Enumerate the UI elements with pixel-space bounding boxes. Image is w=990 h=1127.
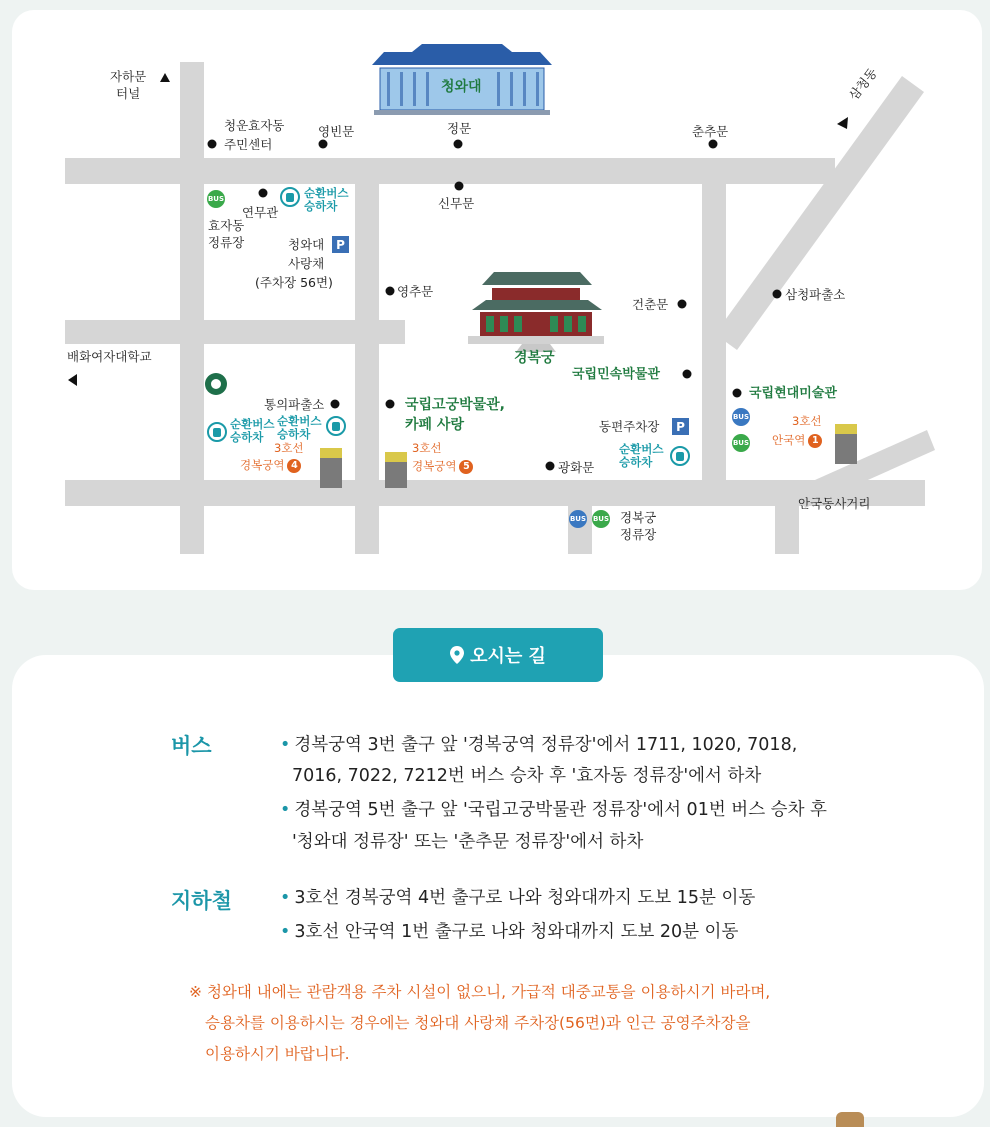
parking-icon: P — [672, 418, 689, 435]
label-station-line: 3호선 — [274, 441, 304, 455]
label-gyeongbokgung: 경복궁 — [514, 350, 555, 366]
road-mid-left — [65, 320, 405, 344]
bus-stop-icon: BUS — [569, 510, 587, 528]
parking-notice-line: 승용차를 이용하시는 경우에는 청와대 사랑채 주차장(56면)과 인근 공영주차장을 — [205, 1014, 751, 1032]
label-station-line: 3호선 — [412, 441, 442, 455]
label-tongui-police: 통의파출소 — [264, 397, 325, 412]
label-baehwa: 배화여자대학교 — [67, 349, 152, 364]
parking-notice-line: ※ 청와대 내에는 관람객용 주차 시설이 없으니, 가급적 대중교통을 이용하시기 바라며, — [189, 983, 771, 1001]
label-dongpyeon-parking: 동편주차장 — [599, 419, 660, 434]
label-yeongchumun: 영추문 — [397, 284, 434, 299]
label-shuttle: 순환버스 승하차 — [230, 417, 275, 444]
exit-number-icon: 4 — [287, 459, 301, 473]
tunnel-arrow-icon — [160, 73, 170, 82]
bus-line: '청와대 정류장' 또는 '춘추문 정류장'에서 하차 — [292, 832, 644, 852]
label-sarangchae-line2: 사랑채 — [288, 256, 325, 271]
label-tunnel: 자하문 터널 — [110, 69, 147, 101]
label-cheongwadae: 청와대 — [441, 79, 482, 95]
parking-icon: P — [332, 236, 349, 253]
label-geonchunmun: 건춘문 — [632, 297, 669, 312]
directions-header-label: 오시는 길 — [470, 646, 546, 667]
label-samcheong-police: 삼청파출소 — [785, 287, 846, 302]
label-gyeongbokgung-station-exit5: 경복궁역 5 — [412, 459, 473, 474]
exit-number-icon: 5 — [459, 460, 473, 474]
gyeongbokgung-building — [468, 272, 604, 352]
label-station-line: 3호선 — [792, 414, 822, 428]
bus-stop-icon: BUS — [207, 190, 225, 208]
location-pin-icon — [450, 646, 464, 664]
corner-decoration — [836, 1112, 864, 1127]
label-shuttle: 순환버스 승하차 — [619, 442, 664, 469]
road-v2 — [355, 170, 379, 554]
subway-section-title: 지하철 — [171, 889, 232, 913]
parking-notice-line: 이용하시기 바랍니다. — [205, 1045, 350, 1063]
road-diagonal-samcheong — [715, 76, 924, 350]
bus-stop-icon: BUS — [592, 510, 610, 528]
shuttle-bus-icon — [670, 446, 690, 466]
label-sarangchae-line1: 청와대 — [288, 237, 325, 252]
label-gwanghwamun: 광화문 — [558, 460, 595, 475]
label-shuttle: 순환버스 승하차 — [277, 414, 322, 441]
label-jeongmun: 정문 — [447, 121, 472, 136]
subway-line: • 3호선 안국역 1번 출구로 나와 청와대까지 도보 20분 이동 — [280, 922, 739, 942]
directions-header — [393, 628, 603, 682]
exit-number-icon: 1 — [808, 434, 822, 448]
label-hyojadong-stop: 효자동 정류장 — [208, 218, 245, 250]
shuttle-bus-icon — [280, 187, 300, 207]
bus-line: • 경복궁역 5번 출구 앞 '국립고궁박물관 정류장'에서 01번 버스 승차 후 — [280, 800, 827, 820]
label-sinmumun: 신무문 — [438, 196, 475, 211]
label-samcheongdong: 삼청동 — [845, 65, 880, 103]
label-chunchumun: 춘추문 — [692, 124, 729, 139]
label-community-center-line1: 청운효자동 — [224, 118, 285, 133]
label-gyeongbokgung-stop: 경복궁 정류장 — [620, 510, 657, 542]
road-v1 — [180, 62, 204, 554]
shuttle-bus-icon — [326, 416, 346, 436]
baehwa-arrow-icon — [68, 374, 77, 386]
bus-stop-icon: BUS — [732, 408, 750, 426]
label-gyeongbokgung-station-exit4: 경복궁역 4 — [240, 458, 301, 473]
label-folk-museum: 국립민속박물관 — [572, 367, 660, 382]
subway-line: • 3호선 경복궁역 4번 출구로 나와 청와대까지 도보 15분 이동 — [280, 888, 756, 908]
label-yeonmugwan: 연무관 — [242, 205, 279, 220]
starbucks-logo-icon — [205, 373, 227, 395]
label-palace-museum-line1: 국립고궁박물관, — [405, 397, 505, 413]
label-anguk-station-exit1: 안국역 1 — [772, 433, 822, 448]
bus-stop-icon: BUS — [732, 434, 750, 452]
bus-line: 7016, 7022, 7212번 버스 승차 후 '효자동 정류장'에서 하차 — [292, 766, 762, 786]
label-yeongbinmun: 영빈문 — [318, 124, 355, 139]
label-sarangchae-line3: (주차장 56면) — [255, 275, 333, 290]
label-anguk-intersection: 안국동사거리 — [798, 496, 871, 511]
bus-section-title: 버스 — [171, 734, 212, 758]
label-community-center-line2: 주민센터 — [224, 137, 273, 152]
label-shuttle: 순환버스 승하차 — [304, 186, 349, 213]
map-card — [12, 10, 982, 590]
samcheong-arrow-icon — [837, 117, 848, 129]
bus-line: • 경복궁역 3번 출구 앞 '경복궁역 정류장'에서 1711, 1020, 7018, — [280, 735, 798, 755]
label-mmca: 국립현대미술관 — [749, 386, 837, 401]
road-v4 — [775, 490, 799, 554]
shuttle-bus-icon — [207, 422, 227, 442]
label-palace-museum-line2: 카페 사랑 — [405, 417, 464, 433]
